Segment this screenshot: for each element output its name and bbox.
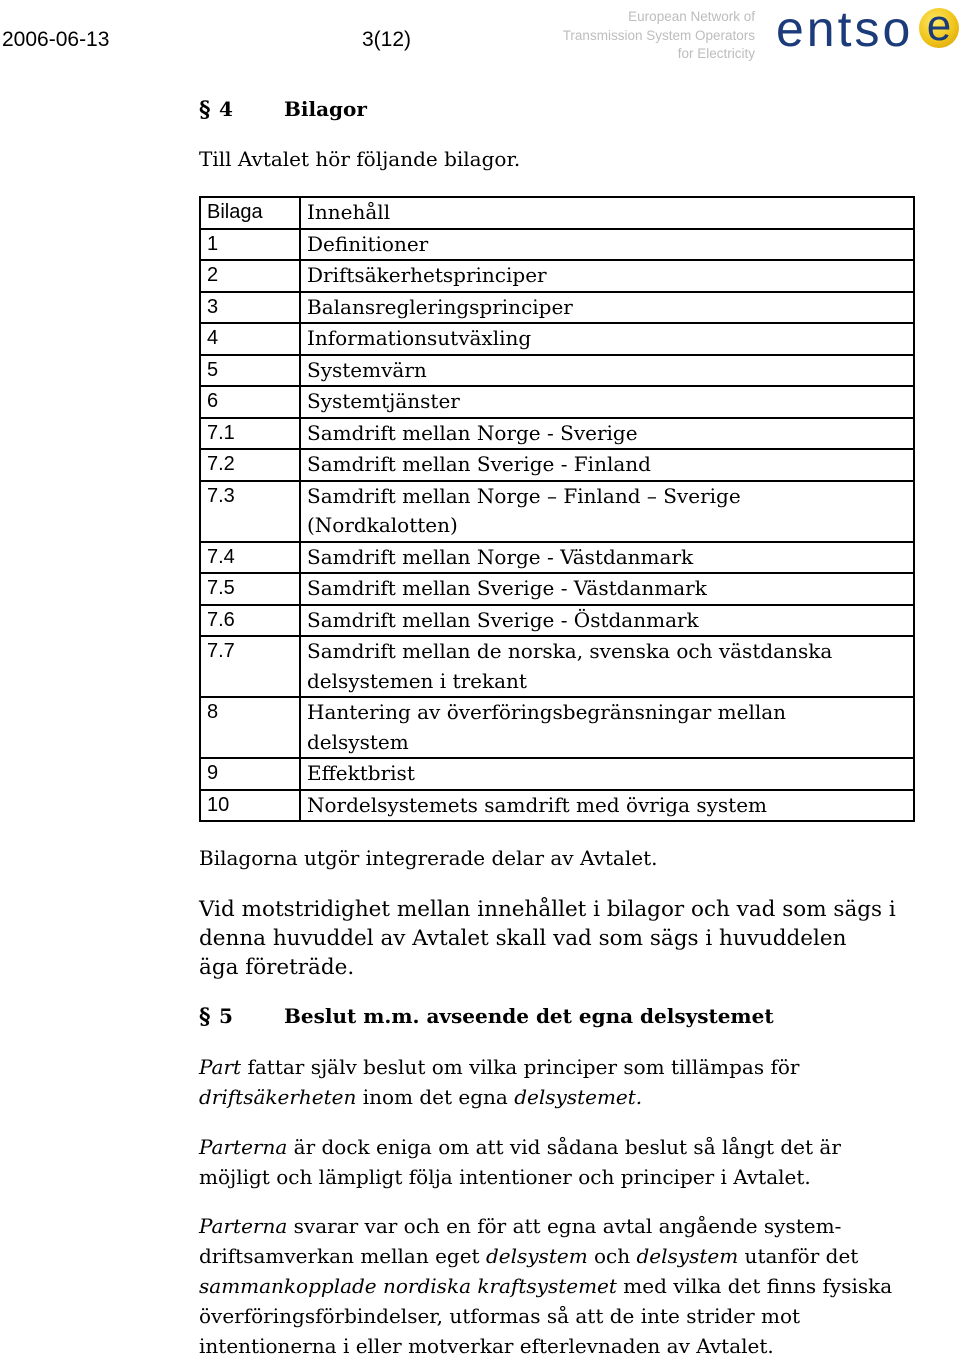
table-row — [200, 758, 914, 790]
row-id: 7.5 — [200, 573, 300, 605]
emphasis: Parterna — [199, 1214, 288, 1238]
section-symbol: § — [199, 1004, 211, 1030]
logo-text: entso — [776, 1, 914, 57]
paragraph-line — [199, 1132, 841, 1162]
text-run: med vilka det finns fysiska — [616, 1274, 893, 1298]
row-id: 3 — [200, 292, 300, 324]
row-text-line: Samdrift mellan de norska, svenska och västdanska — [307, 639, 833, 663]
row-id: 4 — [200, 323, 300, 355]
row-text: Definitioner — [300, 229, 914, 261]
paragraph-line: överföringsförbindelser, utformas så att de inte strider mot — [199, 1304, 801, 1328]
row-id: 7.7 — [200, 636, 300, 697]
section-5-paragraph-1 — [199, 1052, 799, 1112]
row-id: 1 — [200, 229, 300, 261]
row-id: 5 — [200, 355, 300, 387]
org-line-2: Transmission System Operators — [562, 27, 755, 43]
row-text: Samdrift mellan Sverige - Östdanmark — [300, 605, 914, 637]
row-text — [300, 636, 914, 697]
table-row — [200, 790, 914, 822]
row-text-line: delsystemen i trekant — [307, 668, 527, 693]
row-text-line: Samdrift mellan Norge – Finland – Sverige — [307, 483, 741, 508]
section-5-paragraph-2 — [199, 1132, 841, 1192]
paragraph-line: möjligt och lämpligt följa intentioner och principer i Avtalet. — [199, 1165, 811, 1189]
row-text: Samdrift mellan Sverige - Västdanmark — [300, 573, 914, 605]
precedence-paragraph — [199, 895, 896, 982]
table-row — [200, 573, 914, 605]
row-text: Informationsutväxling — [300, 323, 914, 355]
section-number: 4 — [219, 97, 233, 121]
row-text — [300, 697, 914, 758]
row-text-line: (Nordkalotten) — [307, 513, 458, 537]
row-text: Systemvärn — [300, 355, 914, 387]
table-row — [200, 386, 914, 418]
appendix-table — [199, 196, 915, 822]
emphasis: driftsäkerheten — [199, 1085, 357, 1109]
row-text: Samdrift mellan Norge - Sverige — [300, 418, 914, 450]
row-id: 7.6 — [200, 605, 300, 637]
table-header-row — [200, 197, 914, 229]
row-id: 7.4 — [200, 542, 300, 574]
paragraph-line: äga företräde. — [199, 955, 355, 980]
section-5-paragraph-3 — [199, 1211, 892, 1361]
text-run: driftsamverkan mellan eget — [199, 1244, 486, 1268]
row-text: Balansregleringsprinciper — [300, 292, 914, 324]
row-id: 2 — [200, 260, 300, 292]
paragraph-line — [199, 1271, 892, 1301]
paragraph-line: denna huvuddel av Avtalet skall vad som sägs i huvuddelen — [199, 926, 847, 951]
table-row — [200, 418, 914, 450]
row-id: 7.3 — [200, 481, 300, 542]
table-header-cell: Innehåll — [300, 197, 914, 229]
row-text: Systemtjänster — [300, 386, 914, 418]
paragraph-line: Vid motstridighet mellan innehållet i bilagor och vad som sägs i — [199, 897, 896, 922]
text-run: fattar själv beslut om vilka principer som tillämpas för — [241, 1055, 800, 1079]
section-title: Beslut m.m. avseende det egna delsystemet — [284, 1004, 774, 1028]
row-id: 8 — [200, 697, 300, 758]
org-line-3: for Electricity — [677, 46, 755, 61]
table-row — [200, 260, 914, 292]
emphasis: Parterna — [199, 1135, 288, 1159]
row-text — [300, 481, 914, 542]
section-4-intro: Till Avtalet hör följande bilagor. — [199, 147, 521, 171]
row-text: Driftsäkerhetsprinciper — [300, 260, 914, 292]
org-line-1: European Network of — [628, 9, 755, 24]
header-organization — [495, 8, 755, 64]
table-row — [200, 605, 914, 637]
row-text: Samdrift mellan Norge - Västdanmark — [300, 542, 914, 574]
appendix-integral-paragraph: Bilagorna utgör integrerade delar av Avtalet. — [199, 846, 658, 870]
table-row — [200, 323, 914, 355]
emphasis: delsystemet. — [514, 1085, 643, 1109]
row-text-line: Hantering av överföringsbegränsningar mellan — [307, 700, 787, 724]
table-row — [200, 542, 914, 574]
text-run: inom det egna — [356, 1085, 515, 1109]
logo-e-circle: e — [919, 8, 959, 48]
table-row — [200, 229, 914, 261]
header-date: 2006-06-13 — [2, 28, 110, 51]
row-id: 9 — [200, 758, 300, 790]
table-row — [200, 292, 914, 324]
emphasis: delsystem — [636, 1244, 739, 1268]
table-header-cell: Bilaga — [200, 197, 300, 229]
text-run: är dock eniga om att vid sådana beslut så långt det är — [287, 1135, 841, 1159]
row-text: Nordelsystemets samdrift med övriga system — [300, 790, 914, 822]
table-row — [200, 481, 914, 542]
section-4-heading — [199, 97, 367, 123]
emphasis: delsystem — [485, 1244, 588, 1268]
row-text: Effektbrist — [300, 758, 914, 790]
row-id: 10 — [200, 790, 300, 822]
row-text-line: delsystem — [307, 729, 409, 754]
paragraph-line — [199, 1082, 799, 1112]
text-run: och — [587, 1244, 637, 1268]
row-id: 7.2 — [200, 449, 300, 481]
paragraph-line — [199, 1211, 892, 1241]
row-id: 7.1 — [200, 418, 300, 450]
row-id: 6 — [200, 386, 300, 418]
emphasis: sammankopplade nordiska kraftsystemet — [199, 1274, 617, 1298]
text-run: svarar var och en för att egna avtal angående system- — [287, 1214, 842, 1238]
header-page-number: 3(12) — [362, 28, 412, 51]
section-number: 5 — [219, 1004, 233, 1028]
paragraph-line: intentionerna i eller motverkar efterlevnaden av Avtalet. — [199, 1334, 774, 1358]
table-row — [200, 355, 914, 387]
table-row — [200, 636, 914, 697]
entsoe-logo — [776, 1, 960, 60]
section-title: Bilagor — [284, 97, 367, 121]
paragraph-line — [199, 1052, 799, 1082]
row-text: Samdrift mellan Sverige - Finland — [300, 449, 914, 481]
table-row — [200, 449, 914, 481]
section-symbol: § — [199, 97, 211, 123]
text-run: utanför det — [738, 1244, 859, 1268]
section-5-heading — [199, 1004, 774, 1030]
paragraph-line — [199, 1241, 892, 1271]
table-row — [200, 697, 914, 758]
emphasis: Part — [199, 1055, 242, 1079]
